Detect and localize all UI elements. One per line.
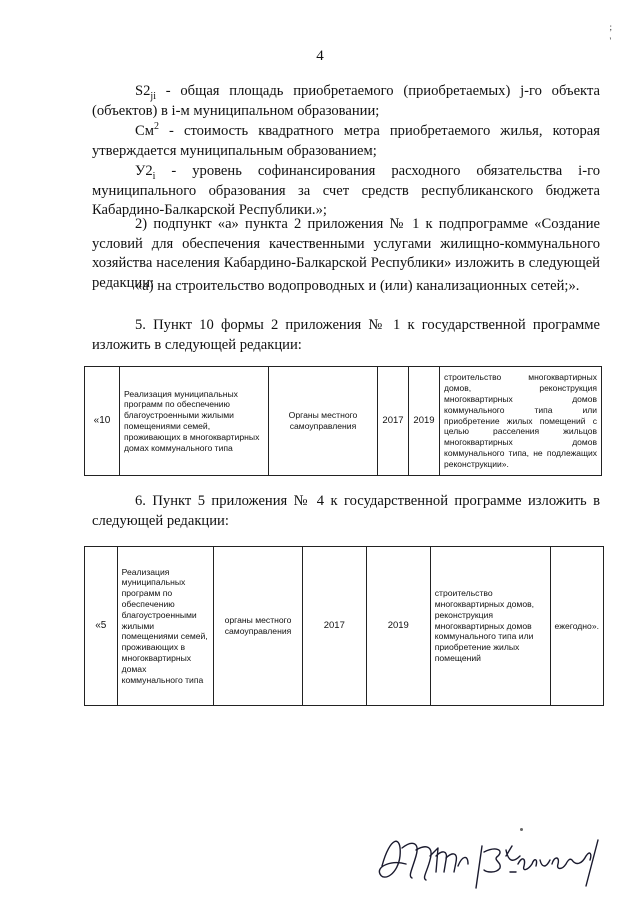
table-item-5 [84, 546, 604, 706]
cell-year-end: 2019 [366, 547, 430, 706]
definition-cm2 [92, 122, 600, 161]
symbol: S2 [135, 83, 151, 99]
definition-text: - уровень софинансирования расходного обязательства i-го муниципального образования за счет средств республиканского бюджета Кабардино-Балкарской Республики.»; [92, 163, 600, 219]
definition-s2 [92, 82, 600, 121]
paragraph-item-5: 5. Пункт 10 формы 2 приложения № 1 к государственной программе изложить в следующей редакции: [92, 317, 600, 353]
cell-result: строительство многоквартирных домов, реконструкция многоквартирных домов коммунального типа или приобретение жилых помещений с целью расселения жильцов многоквартирных домов коммунального типа, не подлежащих реконструкции». [440, 367, 602, 476]
cell-executor: Органы местного самоуправления [269, 367, 378, 476]
paragraph-subitem-a: «а) на строительство водопроводных и (или) канализационных сетей;». [135, 278, 580, 294]
signature-text: /В. Кушпиев/ [497, 866, 503, 867]
symbol-subscript: i [152, 170, 156, 182]
cell-period: ежегодно». [550, 547, 603, 706]
margin-marks [609, 20, 612, 48]
margin-mark: ; [609, 22, 612, 32]
definition-text: - стоимость квадратного метра приобретаемого жилья, которая утверждается муниципальным образованием; [92, 123, 600, 159]
symbol: См [135, 123, 154, 139]
table-item-10 [84, 366, 602, 476]
cell-year-start: 2017 [378, 367, 409, 476]
cell-year-start: 2017 [302, 547, 366, 706]
symbol: У2 [135, 163, 153, 179]
margin-mark: ' [609, 36, 612, 46]
cell-measure: Реализация муниципальных программ по обеспечению благоустроенными жилыми помещениями семей, проживающих в многоквартирных домах коммунального типа [117, 547, 214, 706]
page-number: 4 [316, 48, 324, 64]
cell-result: строительство многоквартирных домов, реконструкция многоквартирных домов коммунального типа или приобретение жилых помещений [430, 547, 550, 706]
cell-year-end: 2019 [409, 367, 440, 476]
table-row [85, 367, 602, 476]
cell-measure: Реализация муниципальных программ по обеспечению благоустроенными жилыми помещениями семей, проживающих в многоквартирных домах коммунального типа [120, 367, 269, 476]
table-row [85, 547, 604, 706]
cell-number: «5 [85, 547, 118, 706]
symbol-subscript: ji [150, 90, 156, 102]
cell-executor: органы местного самоуправления [214, 547, 303, 706]
cell-number: «10 [85, 367, 120, 476]
paragraph-subitem-2: 2) подпункт «а» пункта 2 приложения № 1 к подпрограмме «Создание условий для обеспечения качественными услугами жилищно-коммунального хозяйства населения Кабардино-Балкарской Республики» изложить в следующей редакции: [92, 216, 600, 291]
paragraph-item-6: 6. Пункт 5 приложения № 4 к государственной программе изложить в следующей редакции: [92, 493, 600, 529]
symbol-superscript: 2 [153, 121, 159, 133]
definition-u2 [92, 162, 600, 221]
handwritten-signature [372, 826, 622, 892]
definition-text: - общая площадь приобретаемого (приобретаемых) j-го объекта (объектов) в i-м муниципальном образовании; [92, 83, 600, 119]
